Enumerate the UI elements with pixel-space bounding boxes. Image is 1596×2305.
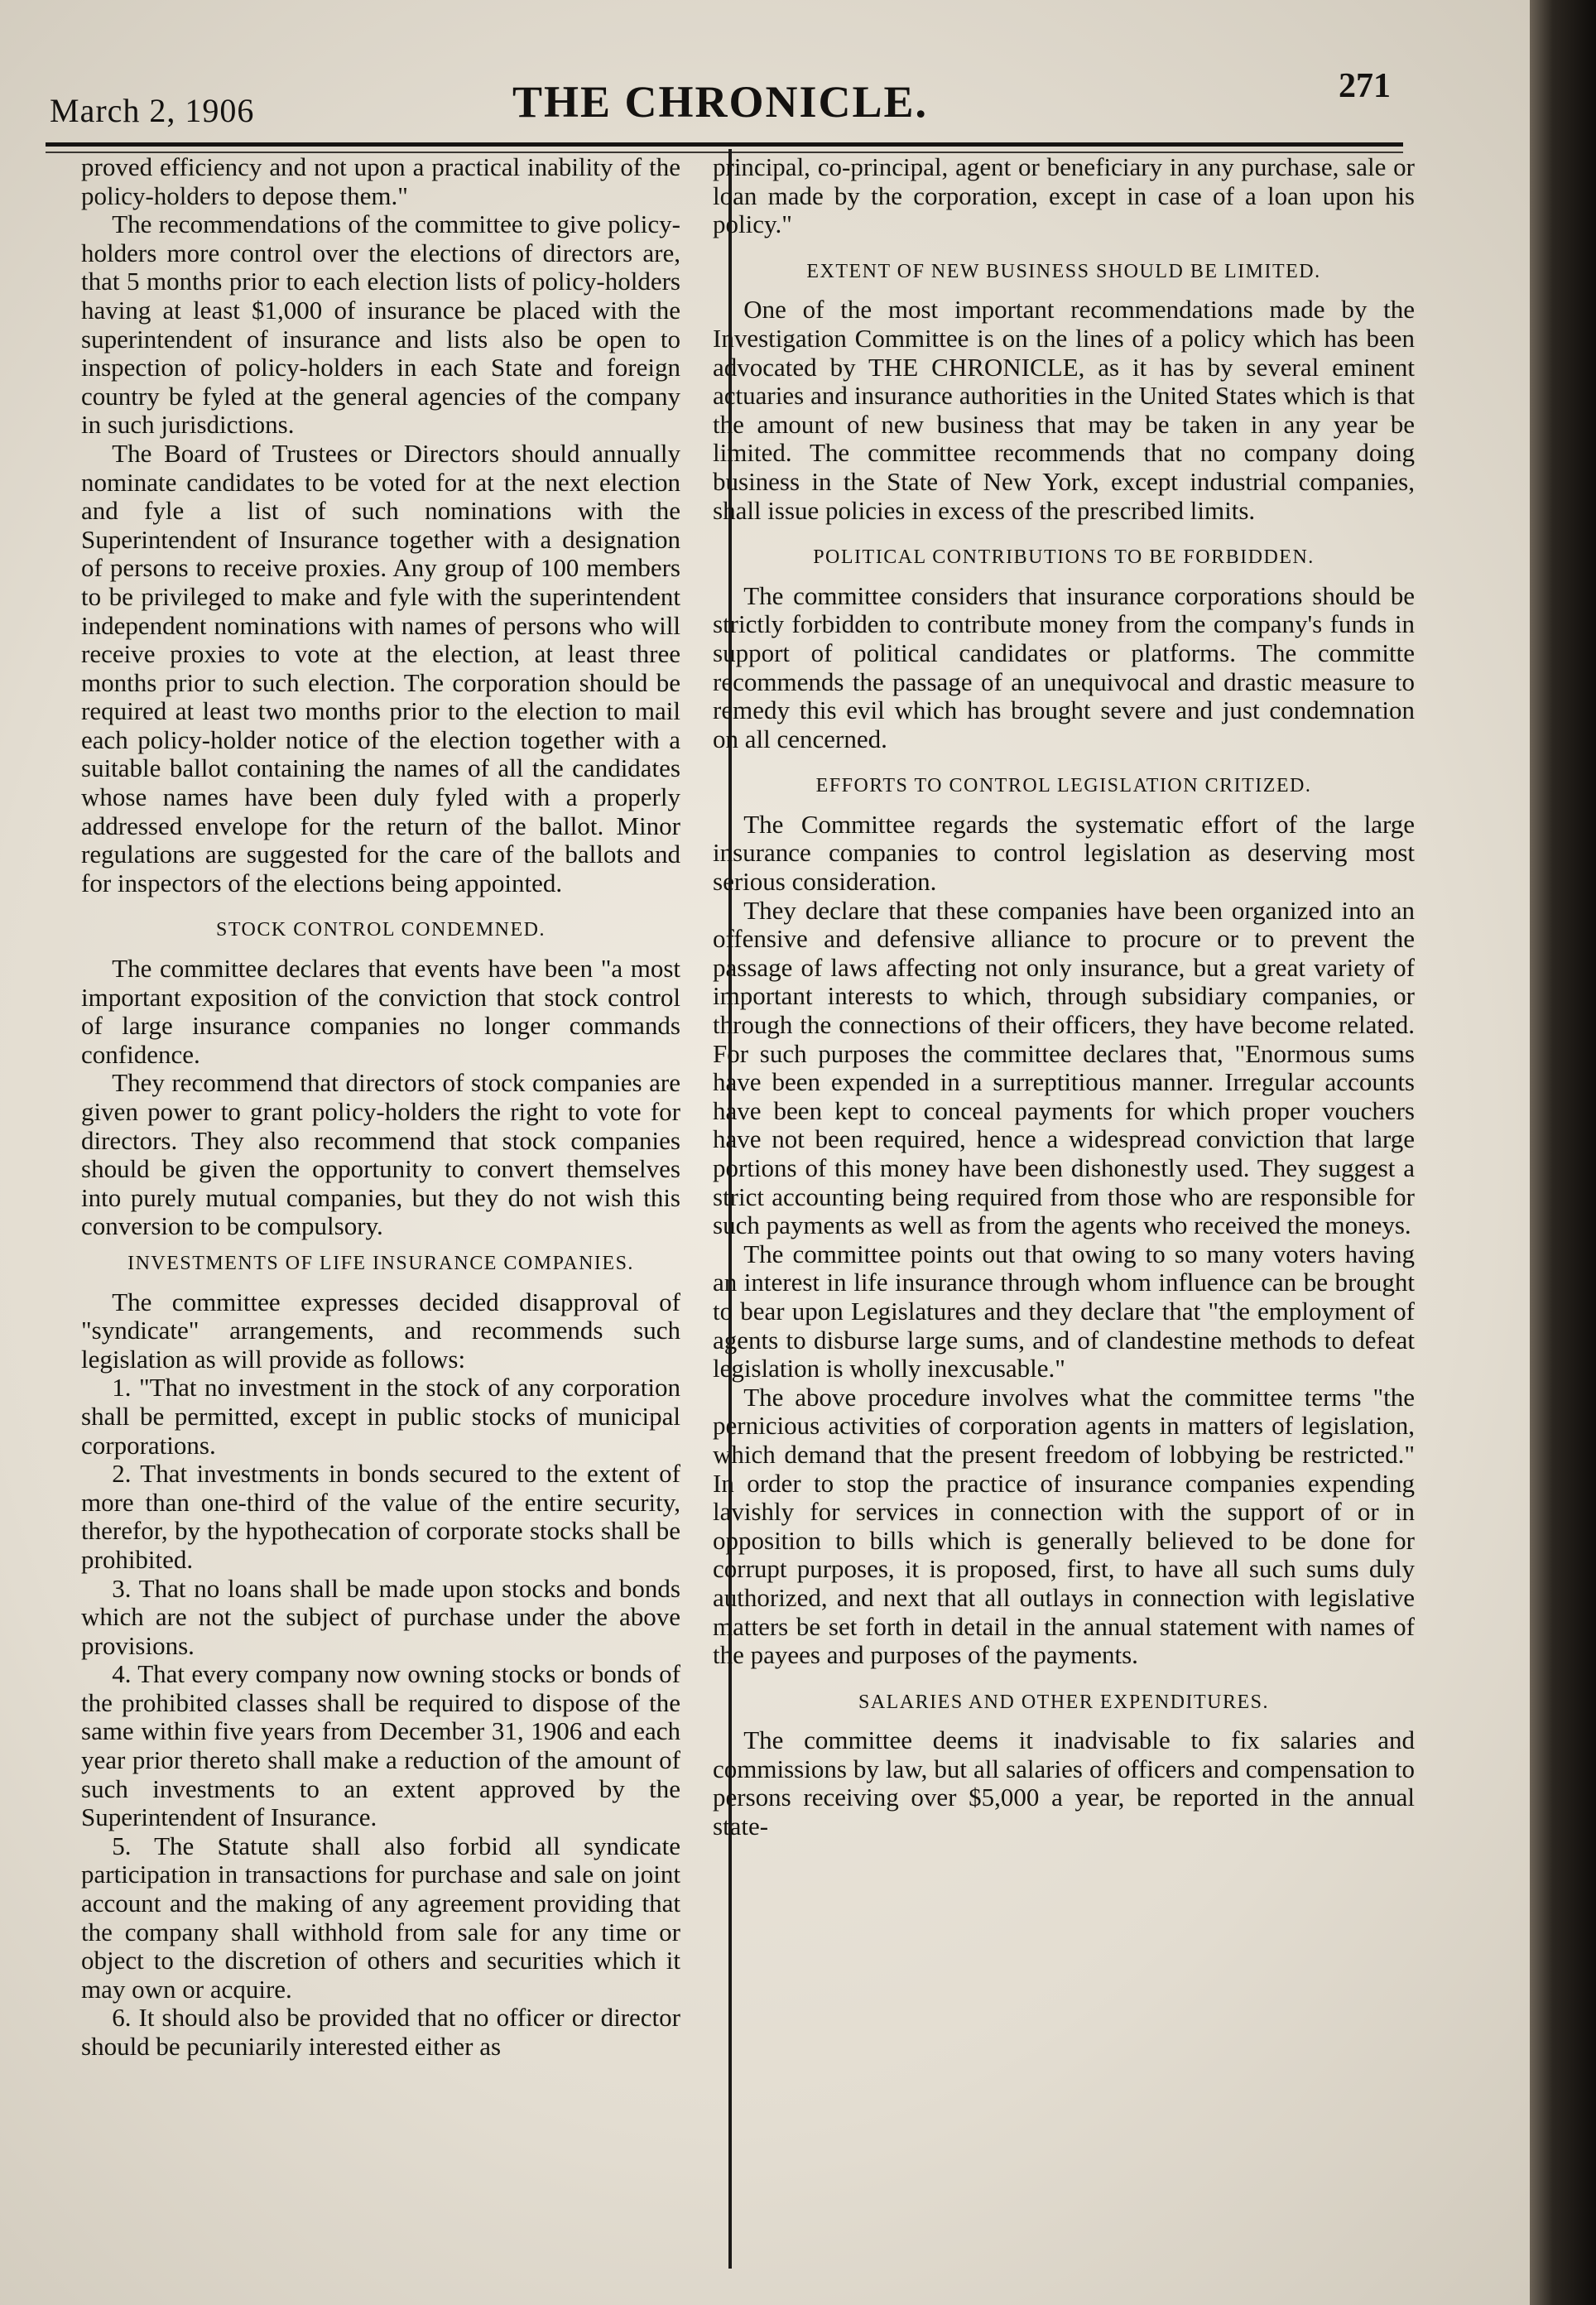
page-header bbox=[50, 66, 1391, 141]
paragraph: They declare that these companies have been organized into an offensive and defensive alliance to procure or to prevent the passage of laws affecting not only insurance, but a great variety of important interests to which, through subsidiary companies, or through the connections of their officers, they have become related. For such purposes the committee declares that, "Enormous sums have been expended in a surreptitious manner. Irregular accounts have been kept to conceal payments for which proper vouchers have not been required, hence a widespread conviction that large portions of this money have been dishonestly used. They suggest a strict accounting being required from those who are responsible for such payments as well as from the agents who received the moneys. bbox=[713, 895, 1415, 1240]
journal-title: THE CHRONICLE. bbox=[512, 77, 929, 127]
page-number: 271 bbox=[1339, 67, 1391, 105]
paragraph: The committee deems it inadvisable to fix salaries and commissions by law, but all salaries of officers and compensation to persons receiving over $5,000 a year, be reported in the annual state- bbox=[713, 1725, 1415, 1841]
list-item: 4. That every company now owning stocks or bonds of the prohibited classes shall be required to dispose of the same within five years from December 31, 1906 and each year prior thereto shall make a reduction of the amount of such investments to an extent approved by the Superintendent of Insurance. bbox=[81, 1659, 680, 1832]
section-heading: EFFORTS TO CONTROL LEGISLATION CRITIZED. bbox=[815, 775, 1312, 797]
issue-date: March 2, 1906 bbox=[50, 92, 255, 129]
list-item: 6. It should also be provided that no officer or director should be pecuniarily interested either as bbox=[81, 2003, 680, 2061]
paragraph: The committee expresses decided disapproval of "syndicate" arrangements, and recommends such legislation as will provide as follows: bbox=[81, 1287, 680, 1374]
header-rule bbox=[46, 142, 1403, 147]
paragraph: The committee declares that events have been "a most important exposition of the conviction that stock control of large insurance companies no longer commands confidence. bbox=[81, 954, 680, 1069]
list-item: 3. That no loans shall be made upon stocks and bonds which are not the subject of purchase under the above provisions. bbox=[81, 1573, 680, 1660]
paragraph: They recommend that directors of stock companies are given power to grant policy-holders the right to vote for directors. They also recommend that stock companies should be given the opportunity to convert themselves into purely mutual companies, but they do not wish this conversion to be compulsory. bbox=[81, 1068, 680, 1241]
paragraph: The committee considers that insurance corporations should be strictly forbidden to contribute money from the company's funds in support of political candidates or platforms. The committe recommends the passage of an unequivocal and drastic measure to remedy this evil which has brought severe and just condemnation on all cencerned. bbox=[713, 580, 1415, 753]
paragraph: The above procedure involves what the committee terms "the pernicious activities of corporation agents in matters of legislation, which demand that the present freedom of lobbying be restricted." In order to stop the practice of insurance companies expending lavishly for services in connection with the support of or in opposition to bills which is generally believed to be done for corrupt purposes, it is proposed, first, to have all such sums duly authorized, and next that all outlays in connection with legislative matters be set forth in detail in the annual statement with names of the payees and purposes of the payments. bbox=[713, 1382, 1415, 1670]
paragraph: proved efficiency and not upon a practical inability of the policy-holders to depose them." bbox=[81, 152, 680, 210]
binding-gutter bbox=[1530, 0, 1596, 2305]
paragraph: The Board of Trustees or Directors should annually nominate candidates to be voted for at the next election and fyle a list of such nominations with the Superintendent of Insurance together with a designation of persons to receive proxies. Any group of 100 members to be privileged to make and fyle with the superintendent independent nominations with names of persons who will receive proxies to vote at the election, at least three months prior to such election. The corporation should be required at least two months prior to the election to mail each policy-holder notice of the election together with a suitable ballot containing the names of all the candidates whose names have been duly fyled with a properly addressed envelope for the return of the ballot. Minor regulations are suggested for the care of the ballots and for inspectors of the elections being appointed. bbox=[81, 438, 680, 897]
paragraph: The Committee regards the systematic effort of the large insurance companies to control legislation as deserving most serious consideration. bbox=[713, 809, 1415, 897]
left-column bbox=[81, 153, 680, 2062]
paragraph: The committee points out that owing to so many voters having an interest in life insurance through whom influence can be brought to bear upon Legislatures and they declare that "the employment of agents to disburse large sums, and of clandestine methods to defeat legislation is wholly inexcusable." bbox=[713, 1239, 1415, 1383]
paragraph: The recommendations of the committee to give policy-holders more control over the elections of directors are, that 5 months prior to each election lists of policy-holders having at least $1,000 of insurance be placed with the superintendent of insurance and lists also be open to inspection of policy-holders in each State and foreign country be fyled at the general agencies of the company in such jurisdictions. bbox=[81, 209, 680, 440]
section-heading: INVESTMENTS OF LIFE INSURANCE COMPANIES. bbox=[127, 1252, 634, 1274]
section-heading: EXTENT OF NEW BUSINESS SHOULD BE LIMITED. bbox=[806, 260, 1321, 282]
paragraph: principal, co-principal, agent or beneficiary in any purchase, sale or loan made by the corporation, except in case of a loan upon his policy." bbox=[713, 152, 1415, 239]
list-item: 5. The Statute shall also forbid all syndicate participation in transactions for purchase and sale on joint account and the making of any agreement providing that the company shall withhold from sale for any time or object to the discretion of others and securities which it may own or acquire. bbox=[81, 1831, 680, 2004]
right-column bbox=[713, 153, 1415, 1841]
section-heading: POLITICAL CONTRIBUTIONS TO BE FORBIDDEN. bbox=[813, 546, 1315, 569]
paragraph: One of the most important recommendations made by the Investigation Committee is on the lines of a policy which has been advocated by THE CHRONICLE, as it has by several eminent actuaries and insurance authorities in the United States which is that the amount of new business that may be taken in any year be limited. The committee recommends that no company doing business in the State of New York, except industrial companies, shall issue policies in excess of the prescribed limits. bbox=[713, 295, 1415, 525]
list-item: 2. That investments in bonds secured to the extent of more than one-third of the value of the entire security, therefor, by the hypothecation of corporate stocks shall be prohibited. bbox=[81, 1459, 680, 1574]
section-heading: SALARIES AND OTHER EXPENDITURES. bbox=[858, 1691, 1269, 1713]
section-heading: STOCK CONTROL CONDEMNED. bbox=[215, 919, 546, 941]
list-item: 1. "That no investment in the stock of any corporation shall be permitted, except in public stocks of municipal corporations. bbox=[81, 1373, 680, 1460]
